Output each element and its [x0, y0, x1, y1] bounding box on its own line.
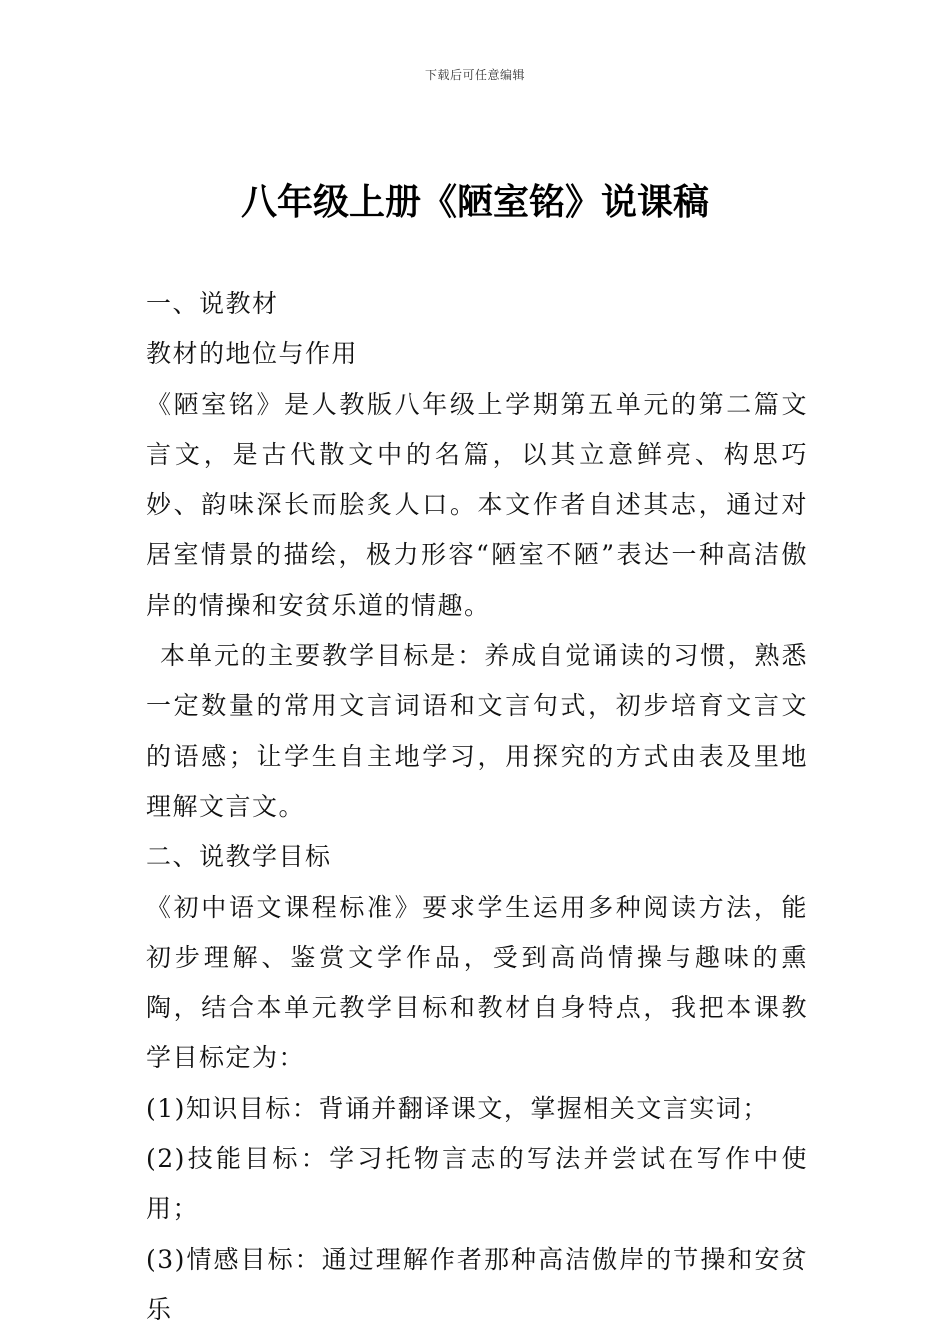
- header-note: 下载后可任意编辑: [424, 68, 525, 82]
- objective-knowledge: (1)知识目标：背诵并翻译课文，掌握相关文言实词；: [146, 1093, 769, 1123]
- paragraph-unit-goals: 本单元的主要教学目标是：养成自觉诵读的习惯，熟悉一定数量的常用文言词语和文言句式，初步培育文言文的语感；让学生自主地学习，用探究的方式由表及里地理解文言文。: [146, 641, 808, 821]
- objective-skill: (2)技能目标：学习托物言志的写法并尝试在写作中使用；: [146, 1144, 808, 1224]
- section-heading-objectives: 二、说教学目标: [146, 842, 332, 872]
- document-body: [146, 279, 808, 1335]
- document-title: 八年级上册《陋室铭》说课稿: [240, 182, 709, 223]
- paragraph-curriculum-standard: 《初中语文课程标准》要求学生运用多种阅读方法，能初步理解、鉴赏文学作品，受到高尚情操与趣味的熏陶，结合本单元教学目标和教材自身特点，我把本课教学目标定为：: [146, 892, 808, 1073]
- subheading-status-role: 教材的地位与作用: [146, 339, 359, 369]
- objective-emotion: (3)情感目标：通过理解作者那种高洁傲岸的节操和安贫乐: [146, 1244, 808, 1324]
- paragraph-intro: 《陋室铭》是人教版八年级上学期第五单元的第二篇文言文，是古代散文中的名篇，以其立意鲜亮、构思巧妙、韵味深长而脍炙人口。本文作者自述其志，通过对居室情景的描绘，极力形容“陋室不陋”表达一种高洁傲岸的情操和安贫乐道的情趣。: [146, 389, 808, 620]
- section-heading-textbook: 一、说教材: [146, 289, 279, 318]
